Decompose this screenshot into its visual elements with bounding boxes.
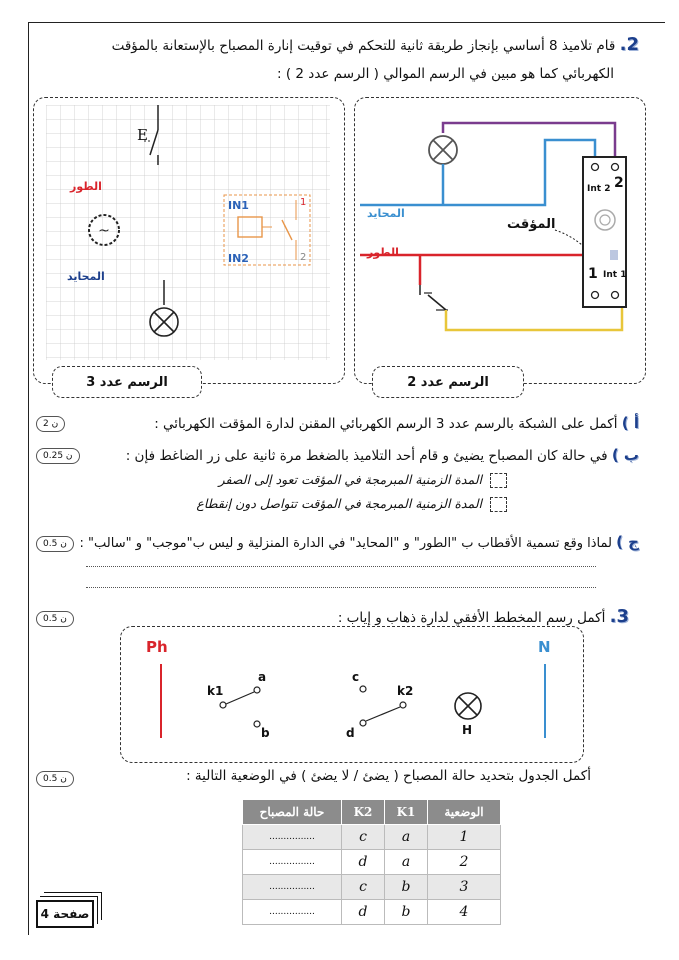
pin1-label: 1 xyxy=(588,266,598,282)
part-b-line xyxy=(126,446,639,464)
cell-k2: c xyxy=(342,825,385,850)
part-a-text: أكمل على الشبكة بالرسم عدد 3 الرسم الكهربائي المقنن لدارة المؤقت الكهربائي : xyxy=(154,416,618,432)
out2-label: 2 xyxy=(300,252,307,263)
c-label: c xyxy=(352,670,360,684)
k1-label: k1 xyxy=(207,684,224,698)
part-a-letter: أ ) xyxy=(621,414,639,432)
drawing2-wiring xyxy=(360,105,640,350)
cell-k2: c xyxy=(342,875,385,900)
drawing3-phase-label: الطور xyxy=(70,180,102,193)
table-row xyxy=(243,825,501,850)
b-label: b xyxy=(261,726,270,740)
k2-label: k2 xyxy=(397,684,414,698)
cell-k2: d xyxy=(342,850,385,875)
score-badge-b: 0.25 ن xyxy=(36,448,80,464)
in1-label: IN1 xyxy=(228,199,249,212)
part-c-letter: ج ) xyxy=(616,533,639,551)
page-number: صفحة 4 xyxy=(36,900,94,928)
ph-label: Ph xyxy=(146,638,168,656)
part-b-text: في حالة كان المصباح يضيئ و قام أحد التلاميذ بالضغط مرة ثانية على زر الضاغط فإن : xyxy=(125,448,608,464)
drawing3-caption: الرسم عدد 3 xyxy=(52,366,202,398)
cell-k1: b xyxy=(385,900,428,925)
d-label: d xyxy=(346,726,355,740)
cell-lamp-answer[interactable]: ................ xyxy=(243,900,342,925)
table-header-row xyxy=(243,800,501,825)
table-row xyxy=(243,875,501,900)
svg-text:~: ~ xyxy=(98,223,110,239)
score-badge-q3: 0.5 ن xyxy=(36,611,74,627)
table-row xyxy=(243,900,501,925)
out1-label: 1 xyxy=(300,197,307,208)
cell-lamp-answer[interactable]: ................ xyxy=(243,875,342,900)
part-b-letter: ب ) xyxy=(611,446,639,464)
cell-position: 2 xyxy=(428,850,501,875)
pin2-label: 2 xyxy=(614,175,624,191)
table-intro-text: أكمل الجدول بتحديد حالة المصباح ( يضئ / لا يضئ ) في الوضعية التالية : xyxy=(186,768,591,784)
question2-line1: 2. قام تلاميذ 8 أساسي بإنجاز طريقة ثانية للتحكم في توقيت إنارة المصباح بالإستعانة بالمؤقت xyxy=(111,34,639,55)
drawing2-neutral-label: المحايد xyxy=(367,207,405,220)
question2-line2: الكهربائي كما هو مبين في الرسم الموالي ( الرسم عدد 2 ) : xyxy=(277,66,614,82)
part-c-line xyxy=(80,533,639,551)
question3-text: أكمل رسم المخطط الأفقي لدارة ذهاب و إياب : xyxy=(337,610,606,626)
switch-e-label: E xyxy=(137,126,148,144)
drawing2-phase-label: الطور xyxy=(367,246,399,259)
cell-position: 1 xyxy=(428,825,501,850)
n-label: N xyxy=(538,638,551,656)
score-badge-c: 0.5 ن xyxy=(36,536,74,552)
option-2[interactable]: المدة الزمنية المبرمجة في المؤقت تتواصل دون إنقطاع xyxy=(196,496,507,512)
cell-position: 4 xyxy=(428,900,501,925)
h-label: H xyxy=(462,723,473,737)
state-table xyxy=(242,799,501,925)
option-1-checkbox[interactable] xyxy=(490,473,507,488)
header-k2: K2 xyxy=(342,800,385,825)
cell-position: 3 xyxy=(428,875,501,900)
answer-line-2[interactable] xyxy=(86,587,596,588)
cell-k1: b xyxy=(385,875,428,900)
drawing2-caption: الرسم عدد 2 xyxy=(372,366,524,398)
drawing3-neutral-label: المحايد xyxy=(67,270,105,283)
answer-line-1[interactable] xyxy=(86,566,596,567)
part-a-line xyxy=(154,414,639,432)
cell-lamp-answer[interactable]: ................ xyxy=(243,825,342,850)
cell-k2: d xyxy=(342,900,385,925)
int1-label: Int 1 xyxy=(603,270,627,280)
part-c-text: لماذا وقع تسمية الأقطاب ب "الطور" و "المحايد" في الدارة المنزلية و ليس ب"موجب" و "سالب" : xyxy=(79,536,612,551)
cell-k1: a xyxy=(385,825,428,850)
header-k1: K1 xyxy=(385,800,428,825)
cell-k1: a xyxy=(385,850,428,875)
in2-label: IN2 xyxy=(228,252,249,265)
header-lamp-state: حالة المصباح xyxy=(243,800,342,825)
option-1[interactable]: المدة الزمنية المبرمجة في المؤقت تعود إلى الصفر xyxy=(219,472,507,488)
header-position: الوضعية xyxy=(428,800,501,825)
two-way-diagram xyxy=(120,626,582,761)
question2-number: 2. xyxy=(619,34,639,55)
question3-line xyxy=(338,606,629,627)
drawing3-grid xyxy=(46,105,330,360)
option-2-checkbox[interactable] xyxy=(490,497,507,512)
a-label: a xyxy=(258,670,267,684)
question3-number: 3. xyxy=(609,606,629,627)
int2-label: Int 2 xyxy=(587,184,611,194)
score-badge-table: 0.5 ن xyxy=(36,771,74,787)
cell-lamp-answer[interactable]: ................ xyxy=(243,850,342,875)
score-badge-a: 2 ن xyxy=(36,416,65,432)
table-row xyxy=(243,850,501,875)
timer-label: المؤقت xyxy=(507,217,556,232)
